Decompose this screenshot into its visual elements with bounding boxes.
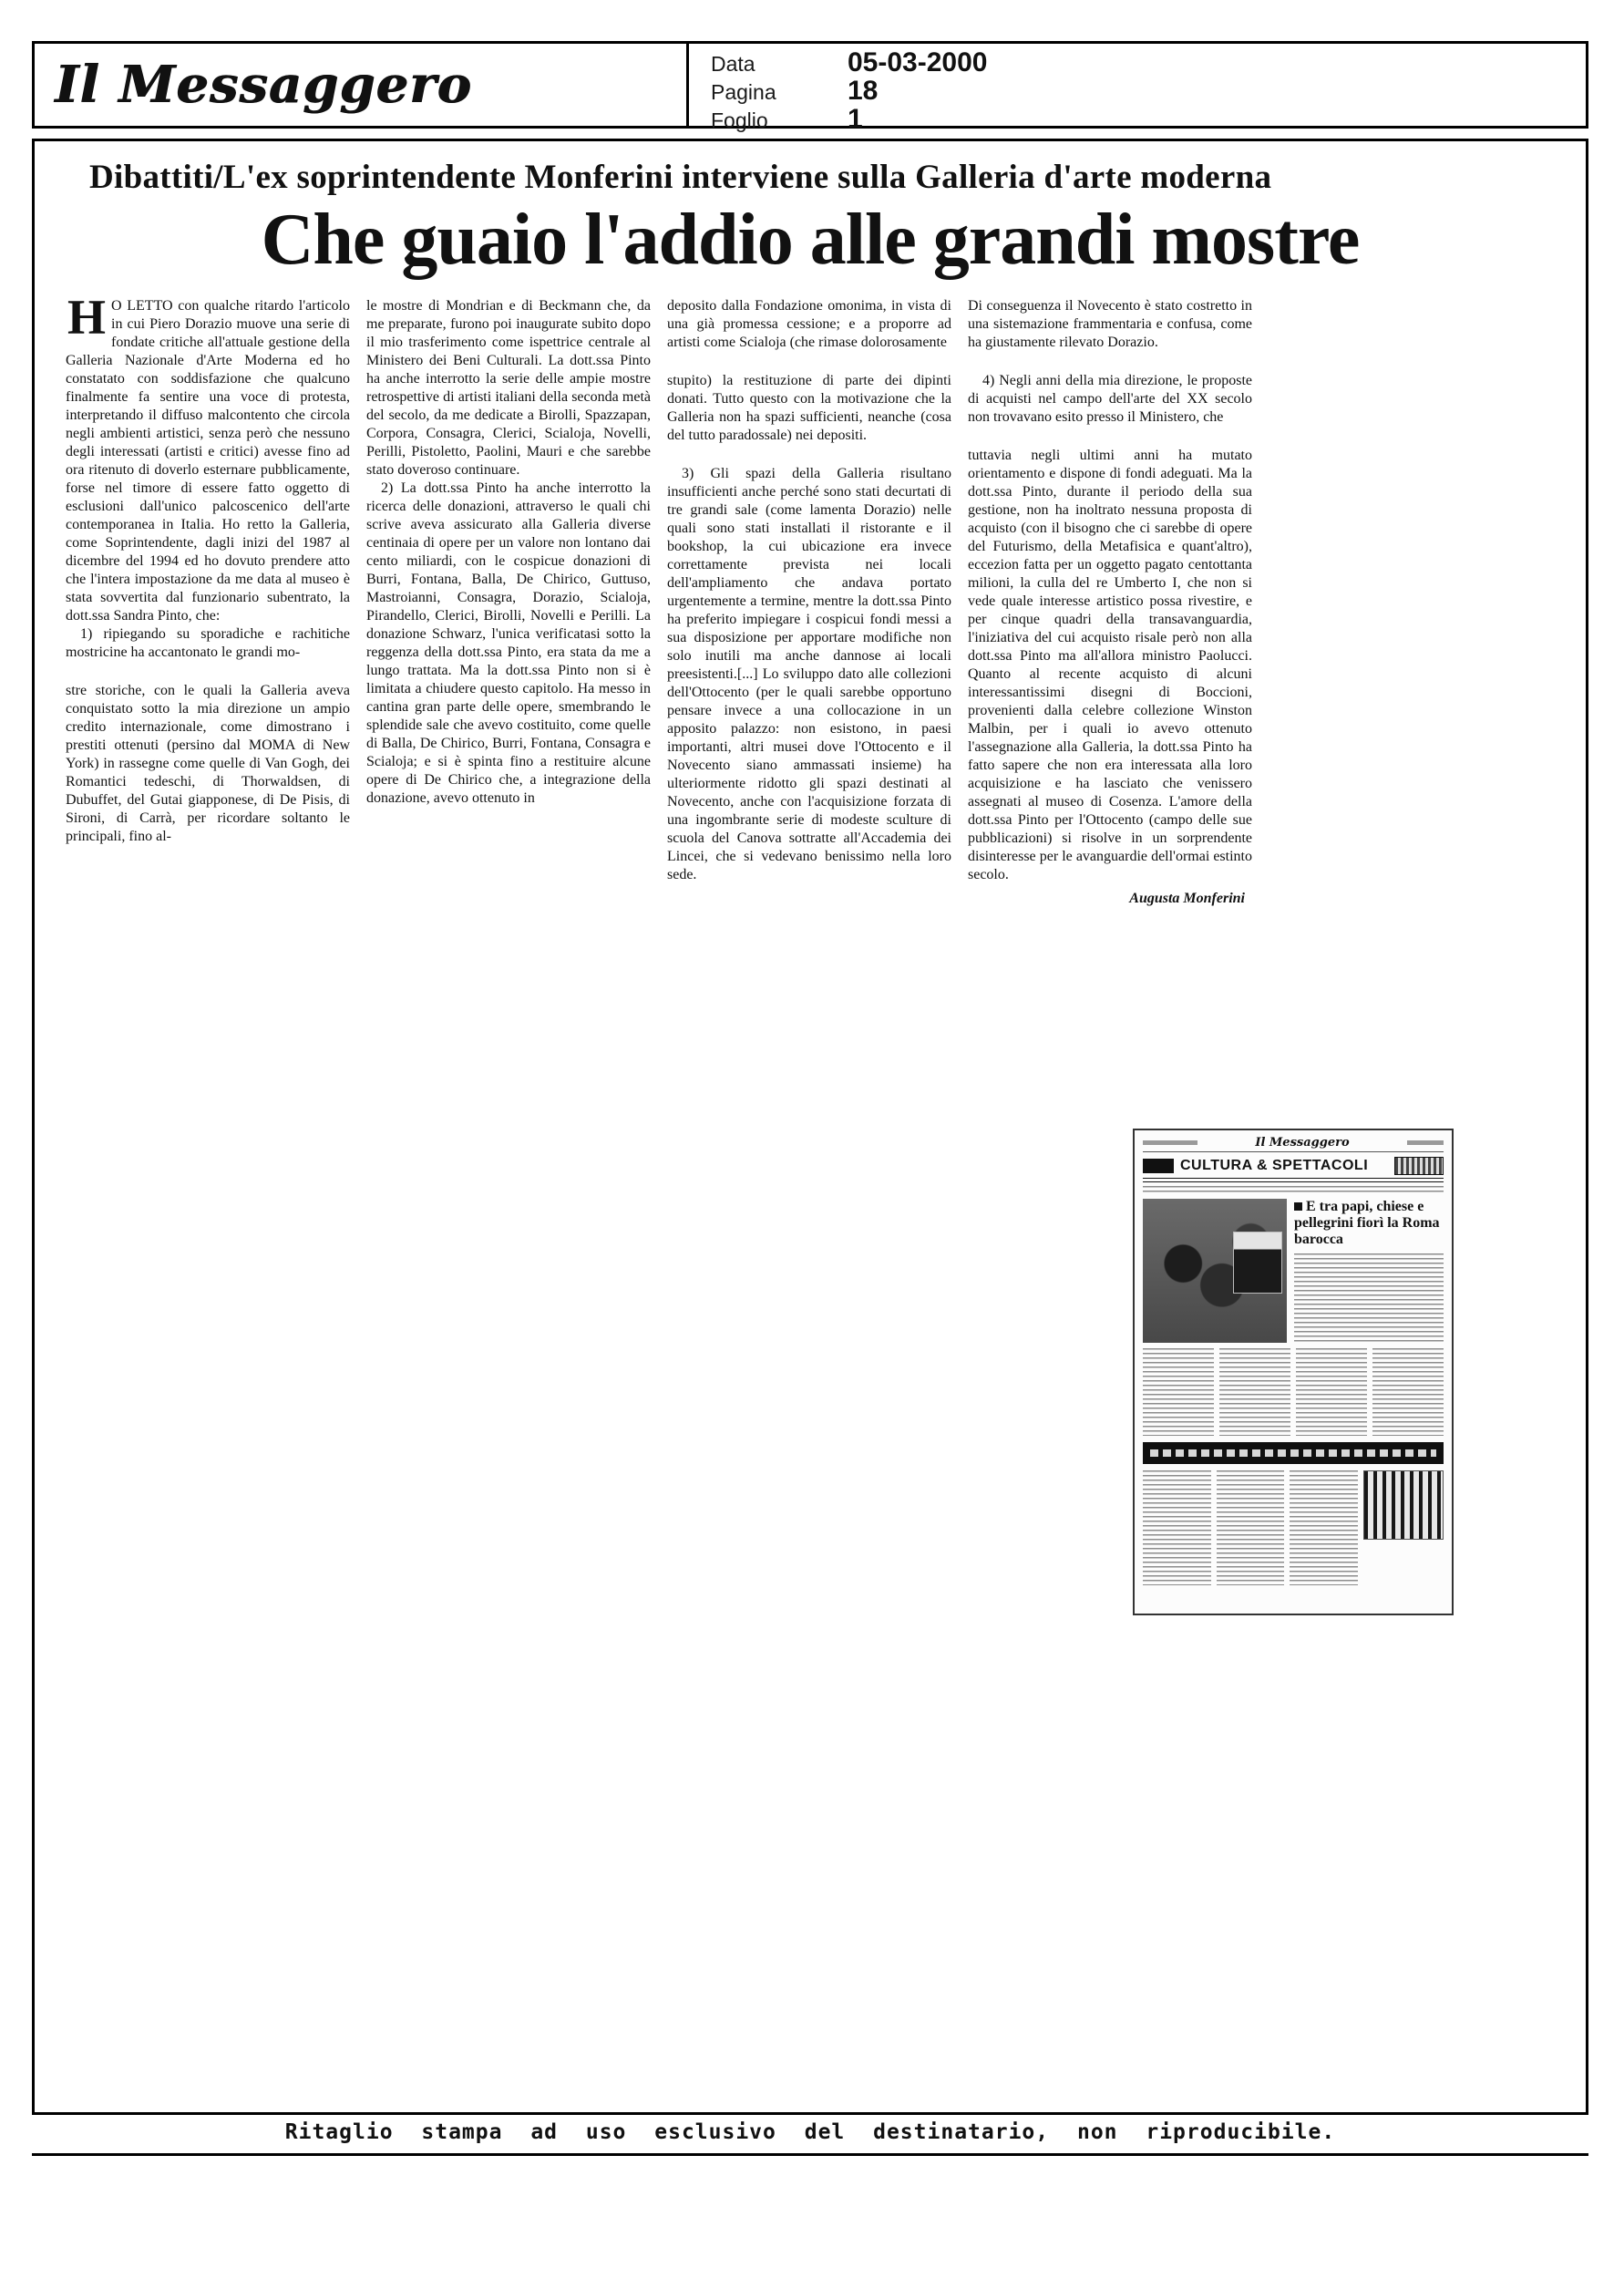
article-paragraph: stupito) la restituzione di parte dei dipinti donati. Tutto questo con la motivazione che la Galleria non ha spazi sufficienti, neanche (cosa del tutto paradossale) nei depositi. [667,373,951,443]
thumbnail-masthead: Il Messaggero [1255,1136,1350,1150]
article-paragraph: 3) Gli spazi della Galleria risultano insufficienti anche perché sono stati decurtati di tre grandi sale (come lamenta Dorazio) nelle quali sono stati installati il ristorante e il bookshop, la cui ubicazione era invece correttamente prevista nei locali dell'ampliamento che andava portato urgentemente a termine, mentre la dott.ssa Pinto ha preferito impiegare i cospicui fondi messi a sua disposizione per apportare modifiche non solo inutili ma anche dannose ai locali preesistenti.[...] Lo sviluppo dato alle collezioni dell'Ottocento (per le quali sarebbe opportuno pensare invece a una collocazione in un apposito palazzo: non esistono, in paesi importanti, altri musei dove l'Ottocento e il Novecento siano ammassati insieme) ha ulteriormente ridotto gli spazi destinati al Novecento, anche con l'acquisizione forzata di una ingombrante serie di modeste sculture di scuola del Canova sottratte all'Accademia dei Lincei, che si vedevano benissimo nella loro sede. [667,466,951,882]
article-columns [66,290,1252,908]
article-paragraph: 1) ripiegando su sporadiche e rachitiche mostricine ha accantonato le grandi mo- [66,626,350,660]
section-badge [1394,1157,1444,1175]
thumbnail-bottom-columns [1143,1470,1444,1585]
thumbnail-portrait-inset [1233,1232,1282,1294]
thumbnail-section-title: CULTURA & SPETTACOLI [1180,1158,1369,1173]
headline-marker [1294,1202,1302,1211]
thumbnail-text-column [1217,1470,1285,1585]
article-paragraph: deposito dalla Fondazione omonima, in vista di una già promessa cessione; e a proporre ad artisti come Scialoja (che rimase dolorosamente [667,298,951,350]
article-column-4 [968,297,1252,908]
meta-value-date: 05-03-2000 [848,47,988,77]
article-paragraph: H O LETTO con qualche ritardo l'articolo in cui Piero Dorazio muove una serie di fondate critiche all'attuale gestione della Galleria Nazionale d'Arte Moderna ed ho constatato con soddisfazione che qualcuno finalmente fa sentire una voce di protesta, interpretando il diffuso malcontento che circola negli ambienti artistici, senza però che nessuno degli interessati (artisti e critici) avesse fino ad ora ritenuto di doverlo esternare pubblicamente, forse nel timore di essere fatto oggetto di esclusioni dall'unico palcoscenico dell'arte contemporanea in Italia. Ho retto la Galleria, come Soprintendente, dagli inizi del 1987 al dicembre del 1994 ed ho dovuto prendere atto che l'intera impostazione da me data al museo è stata sovvertita dal funzionario subentrato, la dott.ssa Sandra Pinto, che: [66,290,350,624]
thumbnail-body-columns [1143,1348,1444,1436]
thumbnail-section-banner [1143,1157,1444,1175]
article-column-3 [667,297,951,908]
thumbnail-byline-bars [1143,1186,1444,1194]
thumbnail-lead-right [1294,1199,1444,1343]
footer-text: Ritaglio stampa ad uso esclusivo del destinatario, non riproducibile. [284,2120,1336,2144]
thumbnail-text-column [1219,1348,1290,1436]
article-paragraph: 4) Negli anni della mia direzione, le proposte di acquisti nel campo dell'arte del XX secolo non trovavano esito presso il Ministero, che [968,373,1252,425]
thumbnail-photo [1143,1199,1287,1343]
section-logo-block [1143,1159,1174,1173]
drop-cap: H [67,290,107,345]
thumbnail-text-column [1296,1348,1367,1436]
meta-label-date: Data [711,52,755,76]
thumbnail-rule [1143,1178,1444,1182]
clipping-header [32,41,1588,134]
meta-row-sheet [711,106,1586,134]
thumbnail-lead-headline [1294,1199,1444,1248]
thumbnail-topline [1143,1136,1444,1152]
thumbnail-lead-headline-text: E tra papi, chiese e pellegrini fiorì la Roma barocca [1294,1199,1440,1247]
thumbnail-text-column [1143,1348,1214,1436]
thumbnail-reverse-headline-strip [1143,1442,1444,1464]
thumbnail-lead-article [1143,1199,1444,1343]
thumbnail-text-column [1372,1348,1444,1436]
thumbnail-text-column [1143,1470,1211,1585]
article-paragraph: 2) La dott.ssa Pinto ha anche interrotto la ricerca delle donazioni, attraverso le quali chi scrive aveva assicurato alla Galleria diverse centinaia di opere per un valore non lontano dai cento miliardi, con le cospicue donazioni di Burri, Fontana, Balla, De Chirico, Guttuso, Mastroianni, Consagra, Dorazio, Scialoja, Pirandello, Clerici, Birolli, Novelli e Perilli. La donazione Schwarz, l'unica verificatasi sotto la reggenza della dott.ssa Pinto, era stata da me a lungo trattata. Ma la dott.ssa Pinto non si è limitata a chiudere questo capitolo. Ha messo in cantina gran parte delle opere, smembrando le splendide sale che avevo costituito, come quelle di Balla, De Chirico, Burri, Fontana, Consagra e Scialoja; e si è spinta fino a restituire alcune opere di De Chirico che, a integrazione della donazione, avevo ottenuto in [366,480,651,806]
article-signature: Augusta Monferini [1129,891,1245,906]
page-thumbnail [1133,1129,1454,1615]
meta-value-sheet: 1 [848,104,863,134]
meta-label-sheet: Foglio [711,108,768,132]
article-paragraph: stre storiche, con le quali la Galleria aveva conquistato sotto la mia direzione un ampio credito internazionale, come dimostrano i prestiti ottenuti (persino dal MOMA di New York) in rassegne come quelle di Van Gogh, dei Romantici tedeschi, di Thorwaldsen, di Dubuffet, del Gutai giapponese, di De Pisis, di Sironi, di Carrà, per ricordare soltanto le principali, fino al- [66,683,350,844]
article-column-1 [66,290,350,908]
article-headline: Che guaio l'addio alle grandi mostre [261,200,1360,280]
thumbnail-topline-bar-right [1407,1140,1444,1145]
article-paragraph: tuttavia negli ultimi anni ha mutato orientamento e dispone di fondi adeguati. Ma la dott.ssa Pinto, durante il periodo della sua gestione, non ha inoltrato nessuna proposta di acquisto (con il bisogno che ci sarebbe di opere del Futurismo, della Metafisica e quant'altro), eccezion fatta per un oggetto pagato centottanta milioni, la culla del re Umberto I, che non si vede quale interesse artistico possa rivestire, e per cinque quadri della transavanguardia, l'iniziativa del cui acquisto risale però non alla dott.ssa Pinto ma all'allora ministro Paolucci. Quanto al recente acquisto di alcuni interessantissimi disegni di Boccioni, provenienti dalla celebre collezione Winston Malbin, per i quali io avevo ottenuto l'assegnazione alla Galleria, la dott.ssa Pinto ha fatto sapere che non era interessata alla loro acquisizione e ha lasciato che venissero assegnati al museo di Cosenza. L'amore della dott.ssa Pinto per l'Ottocento (campo delle sue pubblicazioni) si risolve in un sorprendente disinteresse per le avanguardie dell'ormai estinto secolo. [968,448,1252,882]
article-kicker: Dibattiti/L'ex soprintendente Monferini interviene sulla Galleria d'arte moderna [89,159,1272,196]
thumbnail-reverse-headline-bars [1150,1449,1436,1457]
masthead-logo: Il Messaggero [55,55,472,115]
masthead-box [35,44,689,126]
clipping-meta-box [689,44,1586,134]
article-paragraph: Di conseguenza il Novecento è stato costretto in una sistemazione frammentaria e confusa, come ha giustamente rilevato Dorazio. [968,298,1252,350]
meta-value-page: 18 [848,76,879,106]
article-box [32,139,1588,2115]
footer-strip [32,2117,1588,2156]
thumbnail-lead-text-bars [1294,1253,1444,1343]
article-paragraph: le mostre di Mondrian e di Beckmann che, da me preparate, furono poi inaugurate subito dopo il mio trasferimento come ispettrice centrale al Ministero dei Beni Culturali. La dott.ssa Pinto ha anche interrotto la serie delle ampie mostre retrospettive di artisti italiani della seconda metà del secolo, da me dedicate a Birolli, Spazzapan, Corpora, Consagra, Clerici, Scialoja, Novelli, Perilli, Pistoletto, Paolini, Mauri e che sarebbe stato doveroso continuare. [366,298,651,478]
meta-row-page [711,77,1586,106]
meta-row-date [711,49,1586,77]
thumbnail-topline-bar-left [1143,1140,1197,1145]
article-column-2 [366,297,651,908]
meta-label-page: Pagina [711,80,776,104]
thumbnail-bottom-image [1363,1470,1444,1540]
thumbnail-text-column [1290,1470,1358,1585]
